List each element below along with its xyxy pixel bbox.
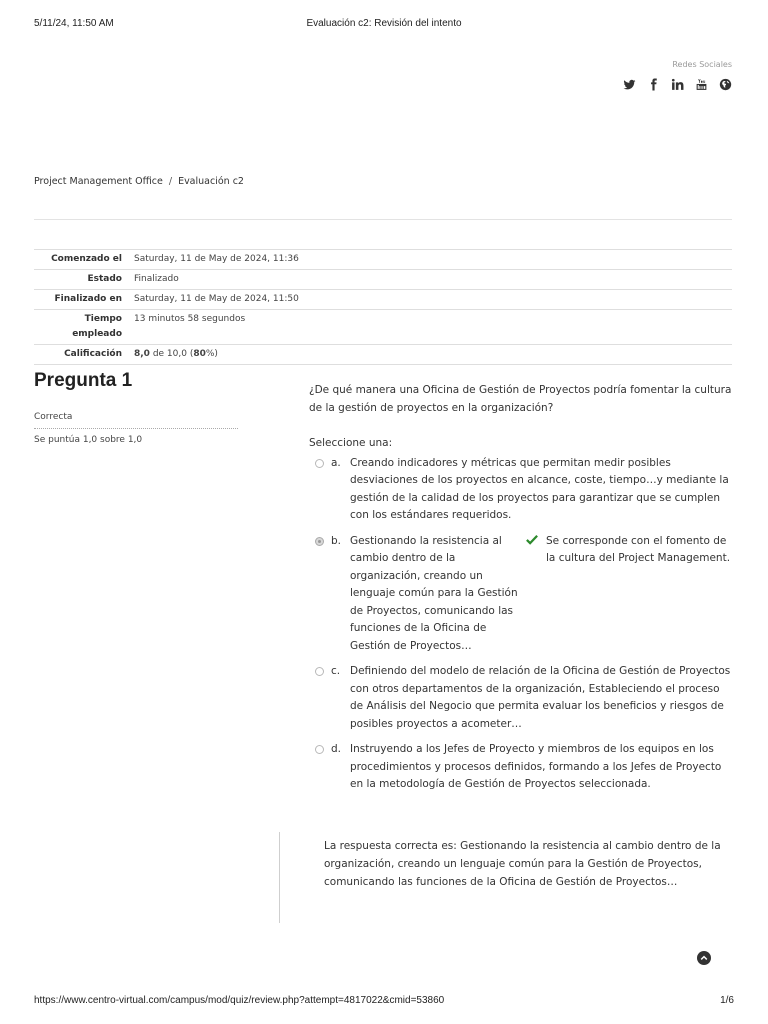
summary-value: Finalizado <box>134 274 179 284</box>
summary-row-finished <box>34 290 732 310</box>
chevron-up-icon <box>700 954 708 962</box>
social-networks <box>622 60 732 91</box>
summary-label: Estado <box>87 274 122 284</box>
summary-row-started <box>34 250 732 270</box>
answer-text: Instruyendo a los Jefes de Proyecto y miembros de los equipos en los procedimientos y procesos definidos, formando a los Jefes de Proyecto en la metodología de Gestión de Proyectos seleccionada. <box>350 743 722 790</box>
facebook-icon[interactable] <box>646 77 660 91</box>
question-title: Pregunta 1 <box>34 370 133 391</box>
linkedin-icon[interactable] <box>670 77 684 91</box>
answer-letter: d. <box>331 743 342 755</box>
print-page-title: Evaluación c2: Revisión del intento <box>306 18 462 29</box>
grade-percent: 80 <box>193 349 206 359</box>
question-grade: Se puntúa 1,0 sobre 1,0 <box>34 435 143 445</box>
breadcrumb <box>34 176 244 187</box>
correct-answer-feedback: La respuesta correcta es: Gestionando la resistencia al cambio dentro de la organización, creando un lenguaje común para la Gestión de Proyectos, comunicando las funciones de la Oficina de Gestión de Proyectos… <box>279 832 731 923</box>
answer-feedback: Se corresponde con el fomento de la cultura del Project Management. <box>546 534 731 564</box>
summary-value: Saturday, 11 de May de 2024, 11:50 <box>134 294 299 304</box>
answer-letter: c. <box>331 665 341 677</box>
social-icons <box>622 77 732 91</box>
breadcrumb-item-course[interactable]: Project Management Office <box>34 176 163 187</box>
summary-row-grade <box>34 345 732 365</box>
question-state: Correcta <box>34 412 238 429</box>
summary-label: Tiempo empleado <box>72 314 122 339</box>
radio-button[interactable] <box>315 745 324 754</box>
summary-value: 13 minutos 58 segundos <box>134 314 246 324</box>
print-datetime: 5/11/24, 11:50 AM <box>34 18 114 29</box>
question-info <box>34 370 238 445</box>
globe-icon[interactable] <box>718 77 732 91</box>
breadcrumb-separator: / <box>168 176 173 187</box>
answer-text: Creando indicadores y métricas que permitan medir posibles desviaciones de los proyectos en alcance, coste, tiempo…y mediante la gestión de la calidad de los proyectos para garantizar que se cumplen con los estándares requeridos. <box>350 456 729 521</box>
summary-row-state <box>34 270 732 290</box>
question-text: ¿De qué manera una Oficina de Gestión de Proyectos podría fomentar la cultura de la gestión de proyectos en la organización? <box>309 384 732 414</box>
radio-button[interactable] <box>315 459 324 468</box>
question-content <box>309 382 733 802</box>
attempt-summary-table <box>34 249 732 365</box>
grade-close: %) <box>205 349 218 359</box>
radio-button[interactable] <box>315 667 324 676</box>
answer-letter: b. <box>331 534 342 547</box>
answer-prompt: Seleccione una: <box>309 437 393 449</box>
summary-label: Finalizado en <box>54 294 122 304</box>
grade-score: 8,0 <box>134 349 150 359</box>
twitter-icon[interactable] <box>622 77 636 91</box>
summary-value: Saturday, 11 de May de 2024, 11:36 <box>134 254 299 264</box>
answer-option-b[interactable] <box>309 533 733 656</box>
checkmark-icon <box>526 533 546 550</box>
page-url: https://www.centro-virtual.com/campus/mod/quiz/review.php?attempt=4817022&cmid=53860 <box>34 995 445 1006</box>
answer-option-c[interactable] <box>309 663 733 733</box>
summary-row-time-taken <box>34 310 732 345</box>
page-number: 1/6 <box>720 995 734 1006</box>
back-to-top-button[interactable] <box>697 951 711 965</box>
social-label: Redes Sociales <box>672 60 732 69</box>
answer-text: Gestionando la resistencia al cambio dentro de la organización, creando un lenguaje común para la Gestión de Proyectos, comunicando las funciones de la Oficina de Gestión de Proyectos… <box>350 534 518 652</box>
answer-option-a[interactable] <box>309 455 733 525</box>
divider <box>34 219 732 220</box>
radio-button-checked[interactable] <box>315 537 324 546</box>
summary-label: Comenzado el <box>51 254 122 264</box>
summary-value <box>132 345 732 365</box>
print-header <box>34 18 734 32</box>
answer-text: Definiendo del modelo de relación de la Oficina de Gestión de Proyectos con otros departamentos de la organización, Estableciendo el proceso de Análisis del Negocio que permita evaluar los beneficios y riesgos de posibles proyectos a acometer… <box>350 665 731 730</box>
answer-letter: a. <box>331 456 341 469</box>
breadcrumb-item-quiz[interactable]: Evaluación c2 <box>178 176 244 187</box>
youtube-icon[interactable] <box>694 77 708 91</box>
answer-option-d[interactable] <box>309 741 733 794</box>
grade-out-of: de 10,0 ( <box>149 349 194 359</box>
print-footer <box>34 995 734 1006</box>
summary-label: Calificación <box>64 349 122 359</box>
